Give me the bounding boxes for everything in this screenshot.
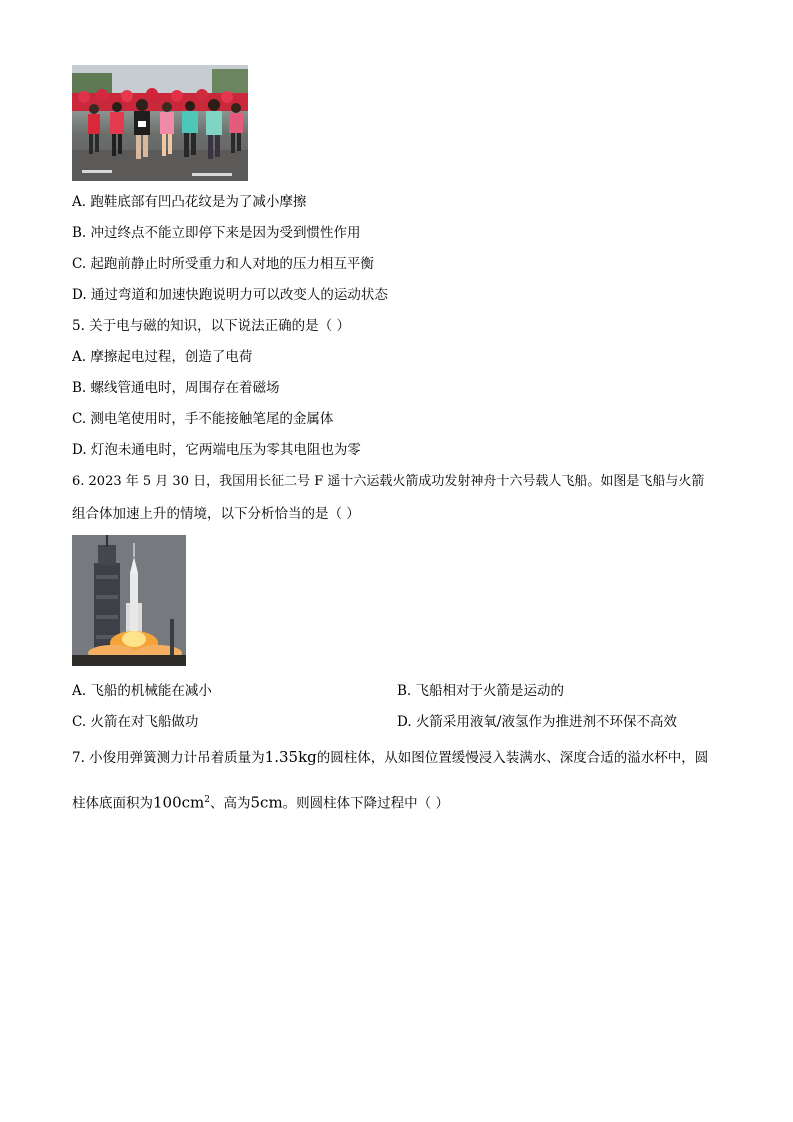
q7-stem-line2 xyxy=(72,792,449,812)
q6-option-d: D. 火箭采用液氧/液氢作为推进剂不环保不高效 xyxy=(397,714,677,730)
q4-option-b: B. 冲过终点不能立即停下来是因为受到惯性作用 xyxy=(72,225,361,241)
q5-option-b: B. 螺线管通电时，周围存在着磁场 xyxy=(72,380,280,396)
rocket-launch-photo xyxy=(72,535,186,666)
q4-option-a: A. 跑鞋底部有凹凸花纹是为了减小摩擦 xyxy=(72,194,307,210)
q7-mass: 1.35kg xyxy=(264,748,317,766)
q5-option-d: D. 灯泡未通电时，它两端电压为零其电阻也为零 xyxy=(72,442,361,458)
q5-stem: 5. 关于电与磁的知识，以下说法正确的是（ ） xyxy=(72,318,350,334)
q7-text-1a: 7. 小俊用弹簧测力计吊着质量为 xyxy=(72,750,265,766)
marathon-illustration xyxy=(72,65,248,181)
q7-text-1b: 的圆柱体，从如图位置缓慢浸入装满水、深度合适的溢水杯中，圆 xyxy=(316,750,709,766)
q6-stem-line1: 6. 2023 年 5 月 30 日，我国用长征二号 F 遥十六运载火箭成功发射神舟十六号载人飞船。如图是飞船与火箭 xyxy=(72,474,705,489)
q7-text-2a: 柱体底面积为 xyxy=(72,795,153,812)
q6-option-b: B. 飞船相对于火箭是运动的 xyxy=(397,683,565,699)
q7-text-2c: 。则圆柱体下降过程中（ ） xyxy=(282,795,449,812)
rocket-illustration xyxy=(72,535,186,666)
q4-option-c: C. 起跑前静止时所受重力和人对地的压力相互平衡 xyxy=(72,256,374,272)
q6-option-c: C. 火箭在对飞船做功 xyxy=(72,714,199,730)
q7-text-2b: 、高为 xyxy=(210,795,251,812)
q5-option-c: C. 测电笔使用时，手不能接触笔尾的金属体 xyxy=(72,411,334,427)
marathon-runners-photo xyxy=(72,65,248,181)
q6-option-a: A. 飞船的机械能在减小 xyxy=(72,683,212,699)
q5-option-a: A. 摩擦起电过程，创造了电荷 xyxy=(72,349,253,365)
q7-area-exponent: 2 xyxy=(204,795,210,805)
q4-option-d: D. 通过弯道和加速快跑说明力可以改变人的运动状态 xyxy=(72,287,388,303)
q6-stem-line2: 组合体加速上升的情境，以下分析恰当的是（ ） xyxy=(72,506,360,522)
q7-area: 100cm xyxy=(153,793,205,812)
q7-stem-line1 xyxy=(72,749,708,766)
q7-height: 5cm xyxy=(250,793,283,812)
